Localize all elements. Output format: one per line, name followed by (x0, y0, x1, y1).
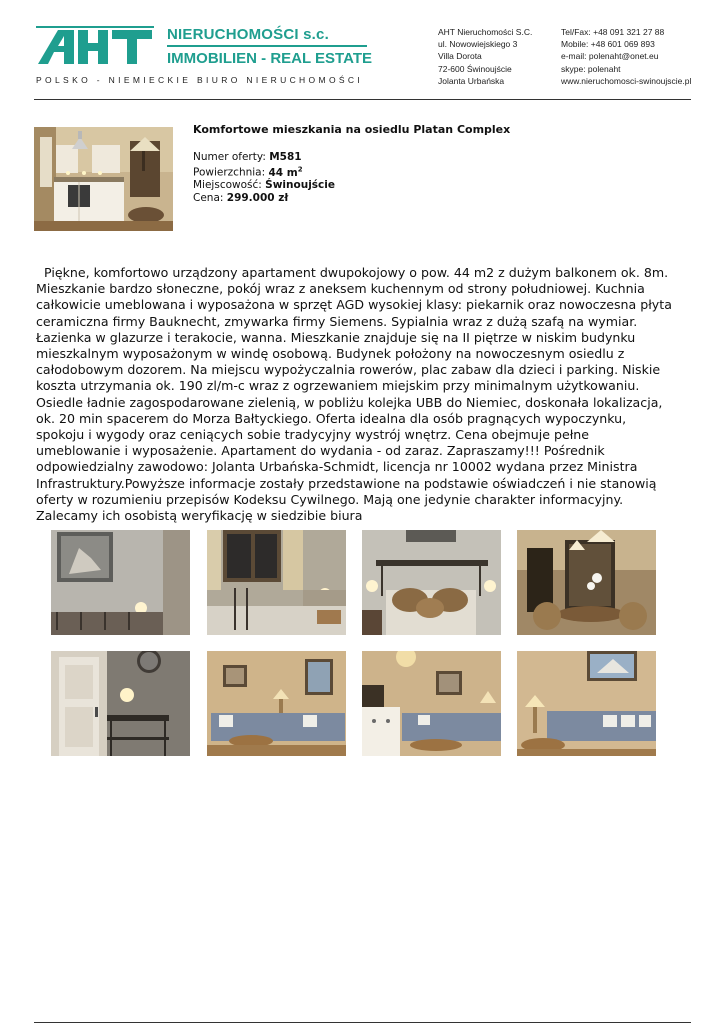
offer-price-label: Cena: (193, 191, 224, 204)
logo-divider (167, 45, 367, 47)
company-name-line2: IMMOBILIEN - REAL ESTATE (167, 50, 372, 67)
address-line: Villa Dorota (438, 51, 482, 62)
address-block (438, 26, 532, 87)
offer-summary (193, 124, 510, 204)
address-line: Jolanta Urbańska (438, 75, 505, 86)
address-line: 72-600 Świnoujście (438, 63, 512, 74)
gallery-photo-living-room-1[interactable] (207, 651, 346, 756)
address-line: AHT Nieruchomości S.C. (438, 27, 533, 37)
offer-area-unit-sup: 2 (297, 165, 303, 173)
offer-description: Piękne, komfortowo urządzony apartament dwupokojowy o pow. 44 m2 z dużym balkonem ok. 8m. Mieszkanie bardzo słoneczne, pokój wraz z aneksem kuchennym od strony południowej. Kuchnia całkowicie umeblowana i wyposażona w sprzęt AGD wysokiej klasy: piekarnik oraz nowoczesna płyta ceramiczna firmy Bauknecht, zmywarka firmy Siemens. Sypialnia wraz z dużą szafą na wymiar. Łazienka w glazurze i terakocie, wanna. Mieszkanie znajduje się na II piętrze w niskim budynku mieszkalnym wyposażonym w windę osobową. Budynek położony na nowoczesnym osiedlu z całodobowym dozorem. Na miejscu wypożyczalnia rowerów, plac zabaw dla dzieci i parking. Niskie koszta utrzymania ok. 190 zl/m-c wraz z ogrzewaniem miejskim przy minimalnym użytkowaniu. Osiedle ładnie zagospodarowane zielenią, w pobliżu kolejka UBB do Niemiec, doskonała lokalizacja, ok. 20 min spacerem do Morza Bałtyckiego. Oferta idealna dla osób pragnących wypoczynku, spokoju i wygody oraz ceniących sobie tradycyjny wystrój wnętrz. Cena obejmuje pełne umeblowanie i wyposażenie. Apartament do wydania - od zaraz. Zapraszamy!!! Pośrednik odpowiedzialny zawodowo: Jolanta Urbańska-Schmidt, licencja nr 10002 wydana przez Ministra Infrastruktury.Powyższe informacje zostały przedstawione na podstawie oświadczeń i nie stanowią oferty w rozumieniu przepisów Kodeksu Cywilnego. Mają one jedynie charakter informacyjny. Zalecamy ich osobistą weryfikację w siedzibie biura (36, 265, 672, 524)
address-line: ul. Nowowiejskiego 3 (438, 39, 518, 50)
offer-area-label: Powierzchnia: (193, 166, 266, 179)
gallery-photo-living-room-3[interactable] (517, 651, 656, 756)
gallery-photo-bedroom-window[interactable] (207, 530, 346, 635)
contact-mobile: Mobile: +48 601 069 893 (561, 39, 655, 50)
offer-title: Komfortowe mieszkania na osiedlu Platan Complex (193, 123, 511, 136)
page-header (34, 22, 694, 92)
header-divider (34, 99, 691, 100)
offer-area-row (193, 163, 510, 179)
offer-price-value: 299.000 zł (226, 191, 289, 204)
contact-skype: skype: polenaht (561, 63, 621, 74)
gallery-photo-bedroom-painting[interactable] (51, 530, 190, 635)
company-name-line1: NIERUCHOMOŚCI s.c. (167, 26, 329, 43)
contact-email[interactable]: e-mail: polenaht@onet.eu (561, 51, 659, 62)
gallery-photo-hallway[interactable] (51, 651, 190, 756)
offer-area-value: 44 m (268, 166, 298, 179)
footer-divider (34, 1022, 691, 1023)
gallery-photo-living-room-2[interactable] (362, 651, 501, 756)
gallery-photo-dining-table[interactable] (517, 530, 656, 635)
offer-number-value: M581 (269, 150, 302, 163)
gallery-photo-bed-pillows[interactable] (362, 530, 501, 635)
offer-location-row (193, 179, 510, 192)
main-photo-kitchen (34, 127, 173, 231)
company-tagline: POLSKO - NIEMIECKIE BIURO NIERUCHOMOŚCI (36, 75, 364, 85)
contact-phone: Tel/Fax: +48 091 321 27 88 (561, 27, 665, 37)
contact-website[interactable]: www.nieruchomosci-swinoujscie.pl (561, 75, 692, 86)
contact-block (561, 26, 691, 87)
aht-logo-icon (36, 26, 154, 66)
offer-location-label: Miejscowość: (193, 179, 262, 191)
offer-number-row (193, 151, 510, 164)
offer-location-value: Świnoujście (265, 179, 335, 191)
offer-price-row (193, 192, 510, 205)
company-logo (34, 22, 374, 72)
offer-number-label: Numer oferty: (193, 150, 266, 163)
